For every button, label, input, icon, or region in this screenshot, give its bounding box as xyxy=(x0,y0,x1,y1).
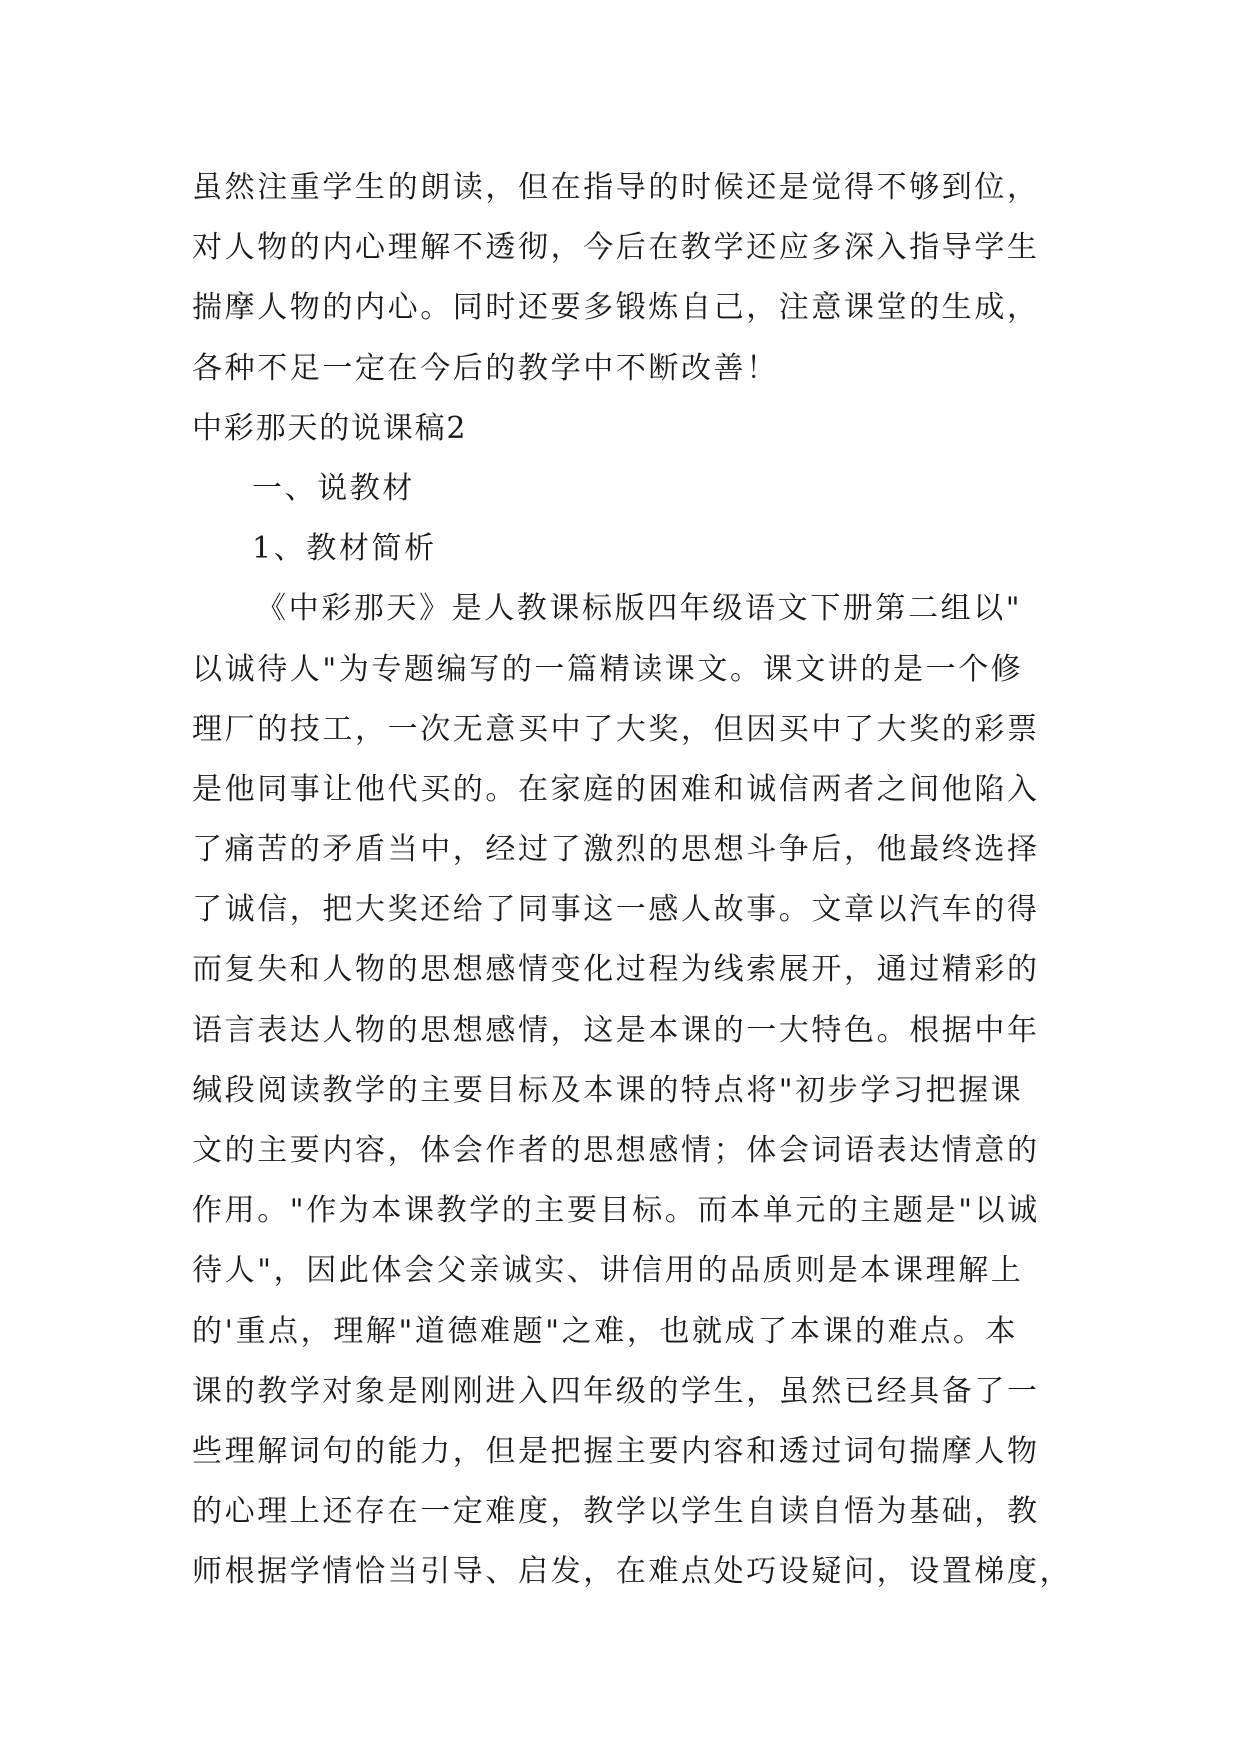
section-title: 中彩那天的说课稿2 xyxy=(192,410,468,446)
paragraph-line: 缄段阅读教学的主要目标及本课的特点将"初步学习把握课 xyxy=(192,1072,1024,1108)
paragraph-line: 虽然注重学生的朗读，但在指导的时候还是觉得不够到位， xyxy=(192,170,1040,205)
paragraph-line: 对人物的内心理解不透彻，今后在教学还应多深入指导学生 xyxy=(192,230,1040,266)
paragraph-line: 《中彩那天》是人教课标版四年级语文下册第二组以" xyxy=(256,591,1023,627)
paragraph-line: 了痛苦的矛盾当中，经过了激烈的思想斗争后，他最终选择 xyxy=(192,832,1040,868)
paragraph-line: 文的主要内容，体会作者的思想感情；体会词语表达情意的 xyxy=(192,1133,1040,1168)
paragraph-line: 而复失和人物的思想感情变化过程为线索展开，通过精彩的 xyxy=(192,952,1040,988)
subsection-heading: 1、教材简析 xyxy=(252,531,437,567)
paragraph-line: 语言表达人物的思想感情，这是本课的一大特色。根据中年 xyxy=(192,1012,1040,1048)
document-body xyxy=(192,158,1092,1603)
paragraph-line: 课的教学对象是刚刚进入四年级的学生，虽然已经具备了一 xyxy=(192,1373,1040,1409)
paragraph-line: 些理解词句的能力，但是把握主要内容和透过词句揣摩人物 xyxy=(192,1433,1040,1469)
paragraph-line: 师根据学情恰当引导、启发，在难点处巧设疑问，设置梯度， xyxy=(192,1554,1073,1590)
paragraph-line: 待人"，因此体会父亲诚实、讲信用的品质则是本课理解上 xyxy=(192,1253,1024,1289)
paragraph-line: 各种不足一定在今后的教学中不断改善！ xyxy=(192,350,779,386)
paragraph-line: 理厂的技工，一次无意买中了大奖，但因买中了大奖的彩票 xyxy=(192,711,1040,747)
paragraph-line: 了诚信，把大奖还给了同事这一感人故事。文章以汽车的得 xyxy=(192,892,1040,928)
paragraph-line: 的'重点，理解"道德难题"之难，也就成了本课的难点。本 xyxy=(192,1313,1019,1349)
section-heading: 一、说教材 xyxy=(252,470,415,506)
paragraph-line: 作用。"作为本课教学的主要目标。而本单元的主题是"以诚 xyxy=(192,1193,1040,1229)
paragraph-line: 是他同事让他代买的。在家庭的困难和诚信两者之间他陷入 xyxy=(192,771,1040,807)
paragraph-line: 以诚待人"为专题编写的一篇精读课文。课文讲的是一个修 xyxy=(192,651,1024,687)
paragraph-line: 的心理上还存在一定难度，教学以学生自读自悟为基础，教 xyxy=(192,1494,1040,1530)
paragraph-line: 揣摩人物的内心。同时还要多锻炼自己，注意课堂的生成， xyxy=(192,290,1040,326)
